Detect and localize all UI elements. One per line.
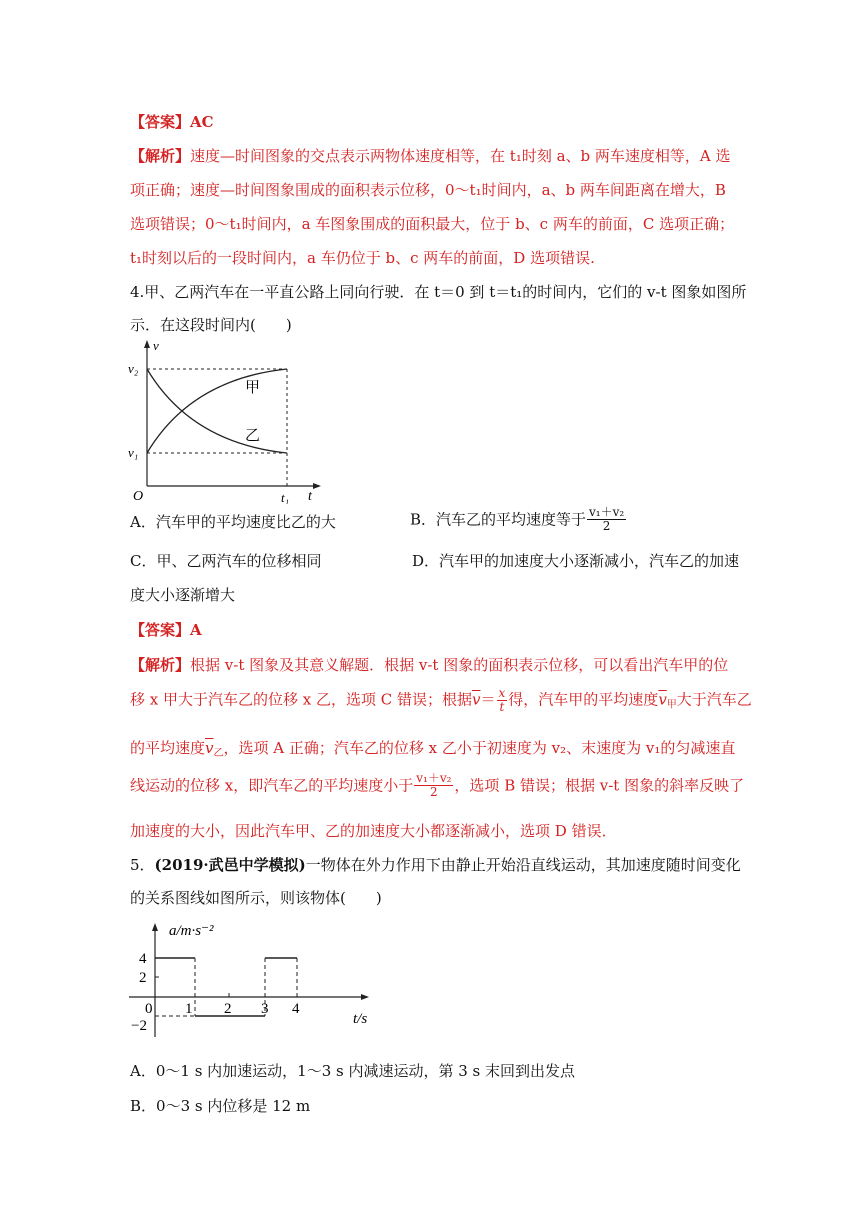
q4-option-d-line-2: 度大小逐渐增大 xyxy=(130,586,236,604)
q5-xtick-1: 1 xyxy=(185,1001,193,1017)
q4-option-b xyxy=(410,506,627,533)
q5-ytick-4: 4 xyxy=(139,951,147,967)
q4-x-axis-label: t xyxy=(308,489,312,504)
q4-analysis-vbar-1: $\overline{v}$ xyxy=(472,690,481,709)
q4-analysis-text-2b: 得，汽车甲的平均速度 xyxy=(508,690,659,709)
q4-analysis-text-3b: ，选项 A 正确；汽车乙的位移 x 乙小于初速度为 v₂、末速度为 v₁的匀减速直 xyxy=(223,739,736,757)
q4-analysis-line-3 xyxy=(130,738,735,764)
q4-analysis-line-5: 加速度的大小，因此汽车甲、乙的加速度大小都逐渐减小，选项 D 错误． xyxy=(130,822,617,840)
prev-analysis-line-3: 选项错误；0～t₁时间内，a 车图象围成的面积最大，位于 b、c 两车的前面，C 选项正确； xyxy=(130,215,735,233)
q4-analysis-frac-t: t xyxy=(499,700,505,714)
q5-ytick-0: 0 xyxy=(145,1001,153,1017)
prev-answer xyxy=(130,112,214,132)
q4-tick-v2: v₂ xyxy=(128,361,139,376)
q4-analysis-text-3a: 的平均速度 xyxy=(130,739,206,757)
q5-ytick-minus2: −2 xyxy=(131,1018,147,1034)
q5-xtick-3: 3 xyxy=(261,1001,269,1017)
q5-y-label: a/m·s⁻² xyxy=(169,923,214,939)
q4-analysis-eq: ＝ xyxy=(480,690,496,709)
q4-analysis-text-2a: 移 x 甲大于汽车乙的位移 x 乙，选项 C 错误；根据 xyxy=(130,690,473,709)
q4-vt-graph xyxy=(125,336,325,504)
q4-curve-jia xyxy=(147,369,287,453)
q4-analysis-sub-yi: 乙 xyxy=(213,748,224,759)
q5-option-a: A．0～1 s 内加速运动，1～3 s 内减速运动，第 3 s 末回到出发点 xyxy=(130,1062,576,1080)
q4-option-b-fraction xyxy=(587,506,626,533)
q4-x-arrow xyxy=(313,483,321,489)
q4-tick-v1: v₁ xyxy=(128,445,139,460)
q5-stem-line-1 xyxy=(130,855,741,875)
q4-option-c: C．甲、乙两汽车的位移相同 xyxy=(130,552,322,570)
q4-analysis-line-1 xyxy=(130,655,728,675)
q4-analysis-text-2c: 大于汽车乙 xyxy=(676,690,752,709)
q4-analysis-frac-v xyxy=(414,772,453,799)
prev-answer-label: 【答案】 xyxy=(130,113,191,131)
q4-label-jia: 甲 xyxy=(245,380,261,396)
q5-ytick-2: 2 xyxy=(139,970,147,986)
q5-y-arrow xyxy=(152,923,158,931)
prev-analysis-label: 【解析】 xyxy=(130,147,191,165)
q4-analysis-label: 【解析】 xyxy=(130,656,191,674)
prev-answer-value: AC xyxy=(190,113,214,131)
prev-analysis-line-2: 项正确；速度—时间图象围成的面积表示位移，0～t₁时间内，a、b 两车间距离在增大，B xyxy=(130,181,726,199)
q4-analysis-vbar-3: $\overline{v}$ xyxy=(205,739,214,757)
q4-analysis-frac-x: x xyxy=(498,686,506,700)
q4-analysis-frac-v-num: v₁＋v₂ xyxy=(416,771,452,785)
q4-analysis-frac-v-den: 2 xyxy=(430,785,438,799)
q4-y-axis-label: v xyxy=(153,338,159,353)
q4-option-d-line-1: D．汽车甲的加速度大小逐渐减小，汽车乙的加速 xyxy=(412,552,740,570)
q4-analysis-line-4 xyxy=(130,772,744,799)
q4-option-b-prefix: B．汽车乙的平均速度等于 xyxy=(410,510,587,529)
q4-analysis-line-2 xyxy=(130,687,752,716)
q4-analysis-frac-xt xyxy=(497,687,508,714)
prev-analysis-line-4: t₁时刻以后的一段时间内，a 车仍位于 b、c 两车的前面，D 选项错误. xyxy=(130,249,595,267)
q4-label-yi: 乙 xyxy=(245,428,261,444)
prev-analysis-line-1 xyxy=(130,146,731,166)
q5-x-arrow xyxy=(361,994,369,1000)
q4-option-b-numerator: v₁＋v₂ xyxy=(589,505,625,519)
q4-analysis-text-4a: 线运动的位移 x，即汽车乙的平均速度小于 xyxy=(130,776,414,795)
q5-stem-text-1: 一物体在外力作用下由静止开始沿直线运动，其加速度随时间变化 xyxy=(305,856,741,874)
q5-x-label: t/s xyxy=(353,1011,368,1027)
q4-stem-line-2: 示．在这段时间内( ) xyxy=(130,316,292,334)
q4-curve-yi xyxy=(147,369,287,453)
q4-answer-label: 【答案】 xyxy=(130,621,191,639)
q5-stem-line-2: 的关系图线如图所示，则该物体( ) xyxy=(130,889,382,907)
q4-option-b-denominator: 2 xyxy=(602,519,611,533)
q4-y-arrow xyxy=(144,340,150,348)
q4-analysis-vbar-2: $\overline{v}$ xyxy=(658,690,667,709)
q4-option-a: A．汽车甲的平均速度比乙的大 xyxy=(130,513,336,531)
q5-xtick-4: 4 xyxy=(292,1001,300,1017)
q4-origin: O xyxy=(133,489,144,504)
prev-analysis-text-1: 速度—时间图象的交点表示两物体速度相等，在 t₁时刻 a、b 两车速度相等，A 选 xyxy=(190,147,731,165)
q4-analysis-sub-jia: 甲 xyxy=(666,699,677,711)
q4-analysis-text-4b: ，选项 B 错误；根据 v-t 图象的斜率反映了 xyxy=(454,776,745,795)
q5-at-graph xyxy=(125,915,385,1055)
q5-source: (2019·武邑中学模拟) xyxy=(154,856,306,874)
q5-xtick-2: 2 xyxy=(224,1001,232,1017)
q4-answer-value: A xyxy=(190,621,202,639)
q4-tick-t1: t₁ xyxy=(281,490,290,504)
q4-stem-line-1: 4.甲、乙两汽车在一平直公路上同向行驶．在 t＝0 到 t＝t₁的时间内，它们的 v-t 图象如图所 xyxy=(130,283,747,301)
q4-answer xyxy=(130,620,202,640)
q5-number: 5． xyxy=(130,856,155,874)
q5-option-b: B．0～3 s 内位移是 12 m xyxy=(130,1097,311,1115)
q4-analysis-text-1: 根据 v-t 图象及其意义解题．根据 v-t 图象的面积表示位移，可以看出汽车甲的位 xyxy=(190,656,729,674)
